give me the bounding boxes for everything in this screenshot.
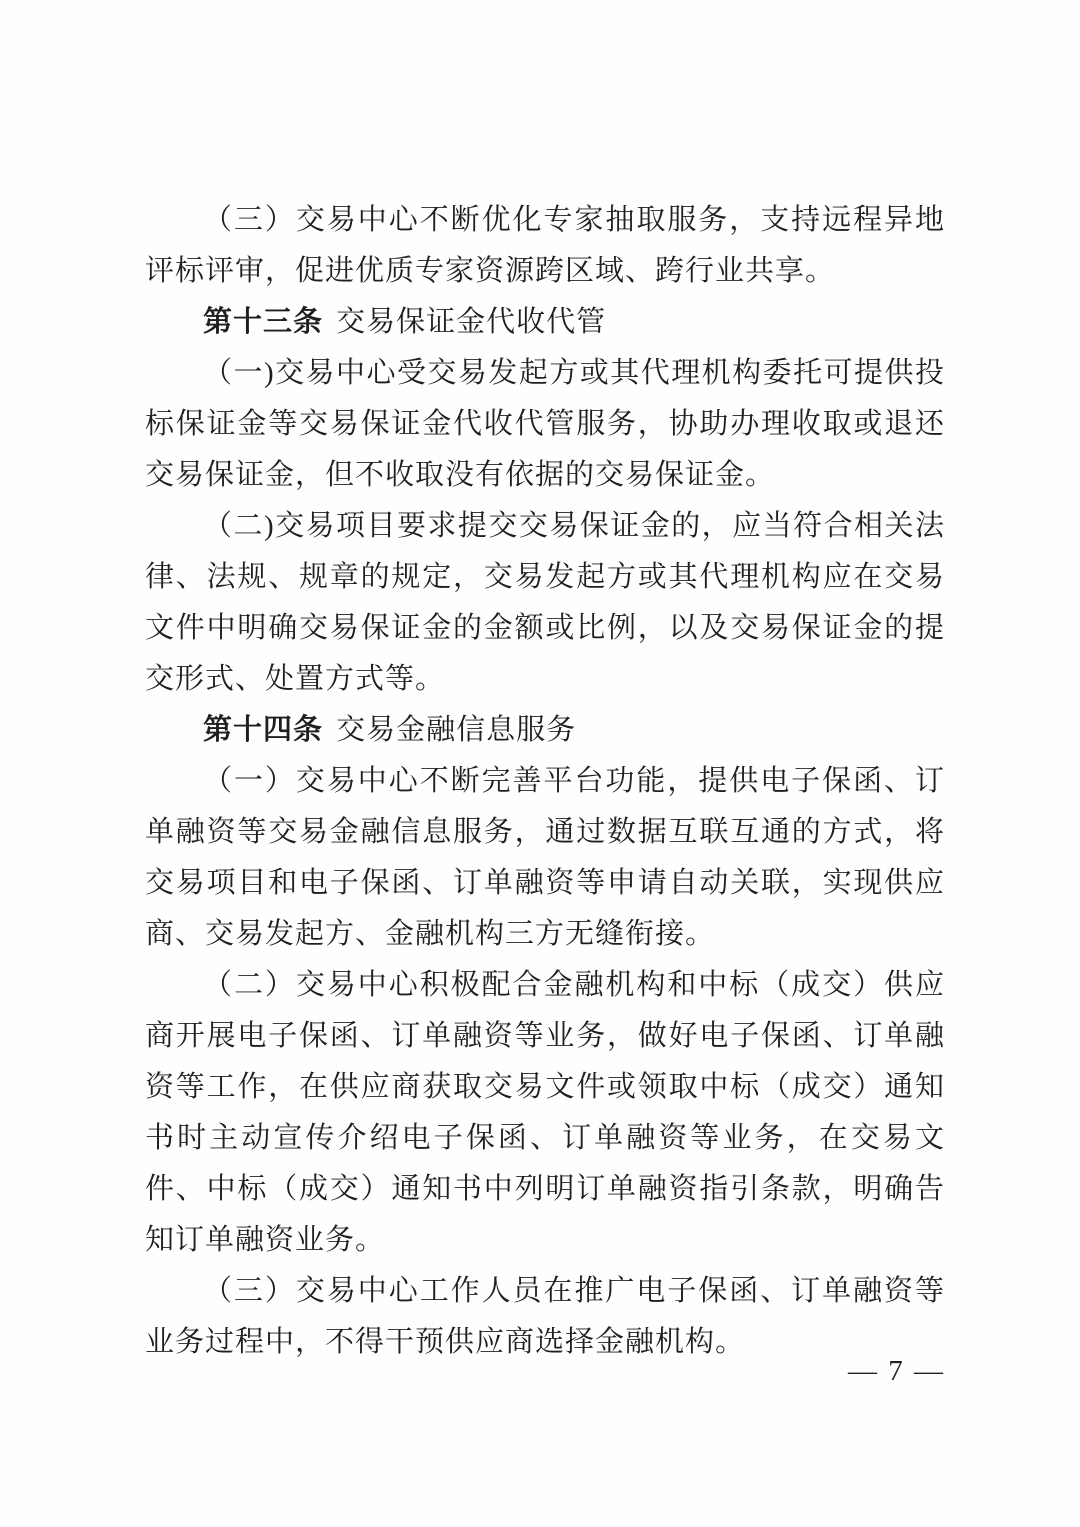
paragraph-item-1-platform-function: （一）交易中心不断完善平台功能，提供电子保函、订单融资等交易金融信息服务，通过数据互联互通的方式，将交易项目和电子保函、订单融资等申请自动关联，实现供应商、交易发起方、金融机构三方无缝衔接。 [145, 765, 945, 950]
page-number: — 7 — [848, 1355, 945, 1387]
article-13-number: 第十三条 [203, 306, 324, 338]
article-14-title: 交易金融信息服务 [336, 714, 577, 746]
paragraph-item-2-deposit-rules: （二)交易项目要求提交交易保证金的，应当符合相关法律、法规、规章的规定，交易发起方或其代理机构应在交易文件中明确交易保证金的金额或比例，以及交易保证金的提交形式、处置方式等。 [145, 510, 945, 695]
document-content [145, 195, 945, 1368]
paragraph-item-3-expert-service: （三）交易中心不断优化专家抽取服务，支持远程异地评标评审，促进优质专家资源跨区域、跨行业共享。 [145, 204, 945, 287]
paragraph-item-3-no-interference: （三）交易中心工作人员在推广电子保函、订单融资等业务过程中，不得干预供应商选择金融机构。 [145, 1275, 945, 1358]
article-13-heading [145, 297, 945, 348]
article-13-title: 交易保证金代收代管 [336, 306, 607, 338]
paragraph-item-1-deposit-service: （一)交易中心受交易发起方或其代理机构委托可提供投标保证金等交易保证金代收代管服务，协助办理收取或退还交易保证金，但不收取没有依据的交易保证金。 [145, 357, 945, 491]
article-14-number: 第十四条 [203, 714, 324, 746]
article-14-heading [145, 705, 945, 756]
paragraph-item-2-finance-cooperation: （二）交易中心积极配合金融机构和中标（成交）供应商开展电子保函、订单融资等业务，做好电子保函、订单融资等工作，在供应商获取交易文件或领取中标（成交）通知书时主动宣传介绍电子保函、订单融资等业务，在交易文件、中标（成交）通知书中列明订单融资指引条款，明确告知订单融资业务。 [145, 969, 945, 1256]
